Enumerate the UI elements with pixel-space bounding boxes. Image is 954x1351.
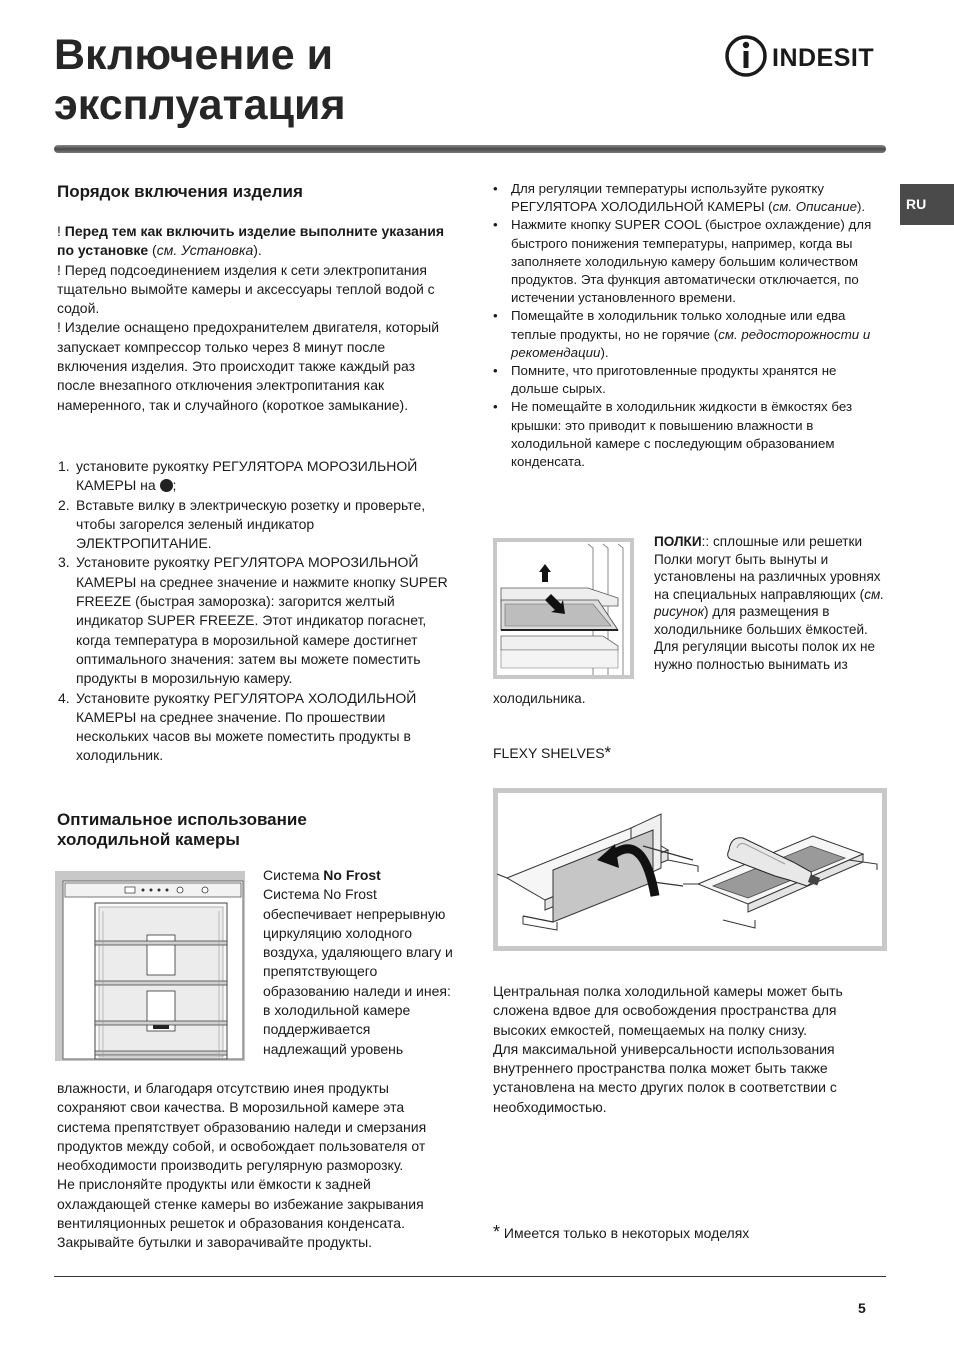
warning-wash: ! Перед подсоединением изделия к сети электропитания тщательно вымойте камеры и аксессуары теплой водой с содой. <box>57 261 435 317</box>
startup-steps <box>54 457 452 766</box>
fridge-interior-illustration <box>55 871 245 1061</box>
language-tab: RU <box>900 184 954 225</box>
knob-position-dot-icon <box>160 479 173 492</box>
list-item: 2. Вставьте вилку в электрическую розетку и проверьте, чтобы загорелся зеленый индикатор ЭЛЕКТРОПИТАНИЕ. <box>58 496 426 552</box>
list-item: 3. Установите рукоятку РЕГУЛЯТОРА МОРОЗИЛЬНОЙ КАМЕРЫ на среднее значение и нажмите кнопку SUPER FREEZE (быстрая заморозка): загорится желтый индикатор SUPER FREEZE. Этот индикатор погаснет, когда температура в морозильной камере достигнет оптимального значения: затем вы можете поместить продукты в морозильную камеру. <box>58 554 448 687</box>
page-title: Включение и эксплуатация <box>54 31 346 129</box>
list-item: • Помните, что приготовленные продукты хранятся не дольше сырых. <box>493 362 883 398</box>
warning-install: ! Перед тем как включить изделие выполните указания по установке (см. Установка). <box>57 223 444 259</box>
nofrost-description: Система No Frost Система No Frost обеспечивает непрерывную циркуляцию холодного воздуха, удаляющего влагу и препятствующего образованию наледи и инея: в холодильной камере поддерживается надлежащий уровень <box>263 867 453 1057</box>
list-item: • Помещайте в холодильник только холодные или едва теплые продукты, но не горячие (см. редосторожности и рекомендации). <box>493 307 883 362</box>
list-item: • Для регуляции температуры используйте рукоятку РЕГУЛЯТОРА ХОЛОДИЛЬНОЙ КАМЕРЫ (см. Описание). <box>493 180 883 216</box>
footnote: * Имеется только в некоторых моделях <box>493 1222 750 1242</box>
warnings-block <box>57 222 452 415</box>
page-number: 5 <box>858 1300 866 1316</box>
usage-tips-list <box>493 180 883 471</box>
flexy-shelves-label: FLEXY SHELVES* <box>493 743 612 762</box>
warning-compressor: ! Изделие оснащено предохранителем двигателя, который запускает компрессор только через 8 минут после включения изделия. Это происходит также каждый раз после внезапного отключения электропитания как намеренного, так и случайного (короткое замыкание). <box>57 319 440 413</box>
shelves-description: ПОЛКИ:: сплошные или решетки Полки могут быть вынуты и установлены на различных уровнях на специальных направляющих (см. рисунок) для размещения в холодильнике больших ёмкостей. Для регуляции высоты полок их не нужно полностью вынимать из <box>654 534 885 672</box>
list-item: 1. установите рукоятку РЕГУЛЯТОРА МОРОЗИЛЬНОЙ КАМЕРЫ на ; <box>58 458 418 494</box>
shelves-continuation: холодильника. <box>493 691 586 706</box>
flexy-shelves-illustration <box>493 788 887 951</box>
list-item: 4. Установите рукоятку РЕГУЛЯТОРА ХОЛОДИЛЬНОЙ КАМЕРЫ на среднее значение. По прошествии нескольких часов вы можете поместить продукты в холодильник. <box>58 689 417 764</box>
shelves-illustration <box>493 538 634 679</box>
footer-rule <box>54 1276 886 1277</box>
header-rule <box>54 145 886 153</box>
list-item: • Нажмите кнопку SUPER COOL (быстрое охлаждение) для быстрого понижения температуры, например, когда вы заполняете холодильную камеру большим количеством продуктов. Эта функция автоматически отключается, по истечении установленного времени. <box>493 216 883 307</box>
section-title-startup: Порядок включения изделия <box>57 182 303 201</box>
flexy-description: Центральная полка холодильной камеры может быть сложена вдвое для освобождения пространства для высоких емкостей, помещаемых на полку снизу. Для максимальной универсальности использования внутреннего пространства полка может быть также установлена на место других полок в соответствии с необходимостью. <box>493 983 843 1115</box>
nofrost-continuation: влажности, и благодаря отсутствию инея продукты сохраняют свои качества. В морозильной камере эта система препятствует образованию наледи и смерзания продуктов между собой, и освобождает пользователя от необходимости производить регулярную разморозку. Не прислоняйте продукты или ёмкости к задней охлаждающей стенке камеры во избежание закрывания вентиляционных решеток и образования конденсата. Закрывайте бутылки и заворачивайте продукты. <box>57 1080 427 1251</box>
list-item: • Не помещайте в холодильник жидкости в ёмкостях без крышки: это приводит к повышению влажности в холодильной камере с последующим образованием конденсата. <box>493 398 883 471</box>
section-title-optimal-use: Оптимальное использование холодильной камеры <box>57 810 307 849</box>
indesit-logo <box>724 32 889 80</box>
svg-text:INDESIT: INDESIT <box>772 44 875 72</box>
